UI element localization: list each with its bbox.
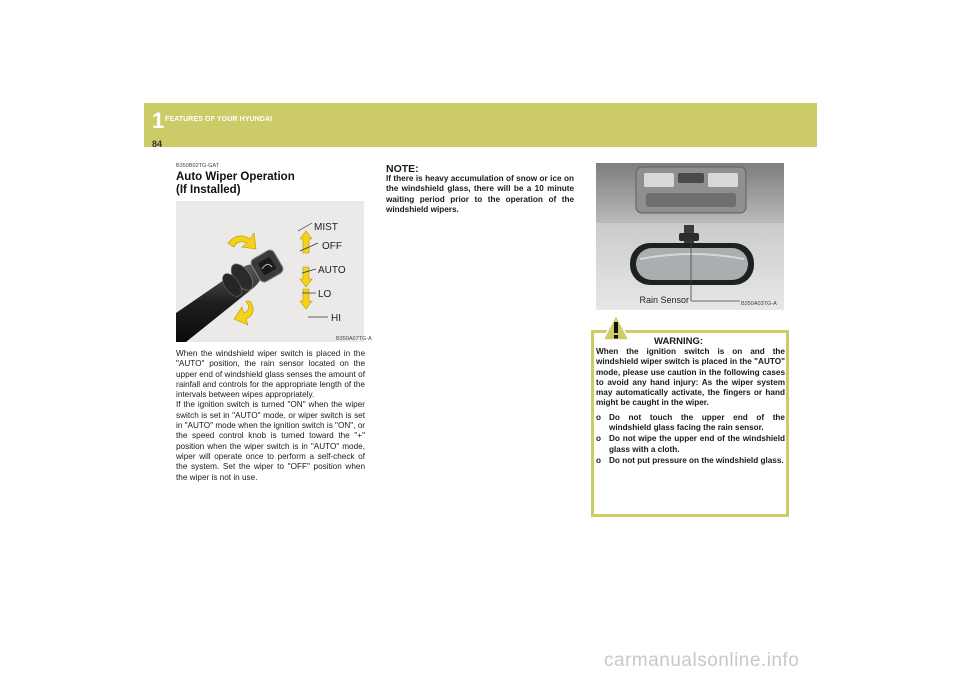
watermark: carmanualsonline.info [604, 650, 800, 671]
warning-item-text: Do not touch the upper end of the windshield glass facing the rain sensor. [609, 412, 785, 433]
label-mist: MIST [314, 222, 338, 233]
position-down-arrow-1-icon [300, 267, 312, 287]
wiper-stalk-illustration [176, 201, 364, 342]
rain-sensor-label: Rain Sensor [639, 295, 689, 305]
rain-sensor-module [679, 233, 699, 241]
warning-list [596, 413, 785, 466]
body-paragraph-1: When the windshield wiper switch is placed in the "AUTO" position, the rain sensor located on the upper end of windshield glass senses the amount of rainfall and controls for the appropriate length of the intervals between wipes appropriately. [176, 349, 365, 400]
section-title-line1: Auto Wiper Operation [176, 171, 295, 183]
warning-intro: When the ignition switch is on and the windshield wiper switch is placed in the "AUTO" mode, please use caution in the following cases to avoid any hand injury: As the wiper system may automatically activate, the fingers or hand might be caught in the wiper. [596, 347, 785, 408]
map-lamp-right [708, 173, 738, 187]
note-title: NOTE: [386, 163, 419, 175]
warning-bullet: o [596, 434, 602, 444]
mist-leader-line [298, 223, 312, 231]
rotate-down-arrow-icon [234, 301, 253, 325]
rearview-mirror-glass [636, 248, 748, 280]
section-title-line2: (If Installed) [176, 184, 241, 196]
warning-text [596, 347, 785, 467]
warning-item-text: Do not wipe the upper end of the windshield glass with a cloth. [609, 434, 785, 454]
label-lo: LO [318, 289, 332, 300]
warning-item-text: Do not put pressure on the windshield glass. [609, 455, 784, 465]
mist-up-arrow-icon [300, 231, 312, 253]
warning-title: WARNING: [654, 336, 704, 347]
warning-bullet: o [596, 455, 602, 465]
page-number: 84 [152, 139, 163, 149]
section-code: B350B02TG-GAT [176, 163, 219, 169]
position-down-arrow-2-icon [300, 289, 312, 309]
wiper-switch-figure [176, 201, 364, 342]
warning-item [596, 413, 785, 434]
exclamation-warning-icon [602, 314, 630, 342]
chapter-header-band [144, 103, 817, 147]
warning-item [596, 434, 785, 455]
warning-bullet: o [596, 412, 602, 422]
sunglass-holder [646, 193, 736, 207]
chapter-number: 1 [152, 108, 165, 133]
label-off: OFF [322, 241, 342, 252]
label-auto: AUTO [318, 265, 346, 276]
chapter-title: FEATURES OF YOUR HYUNDAI [165, 116, 273, 123]
rain-sensor-photo [596, 163, 784, 310]
console-switch [678, 173, 704, 183]
rearview-mirror-illustration [596, 163, 784, 310]
body-paragraph-2: If the ignition switch is turned "ON" when the wiper switch is set in "AUTO" mode, or wiper switch is set in "AUTO" mode when the ignition switch is "ON", or the speed control knob is turned toward the "+" position when the wiper switch is in "AUTO" mode, wiper will operate once to perform a self-check of the system. Set the wiper to "OFF" position when the wiper is not in use. [176, 400, 365, 482]
section-title [176, 171, 366, 197]
warning-item [596, 456, 785, 466]
map-lamp-left [644, 173, 674, 187]
figure2-code: B350A03TG-A [741, 301, 777, 307]
body-text [176, 349, 365, 483]
label-hi: HI [331, 313, 341, 324]
note-text: If there is heavy accumulation of snow or ice on the windshield glass, there will be a 10 minute waiting period prior to the operation of the windshield wipers. [386, 174, 574, 214]
figure1-code: B350A07TG-A [336, 336, 372, 342]
rotate-up-arrow-icon [228, 233, 256, 249]
